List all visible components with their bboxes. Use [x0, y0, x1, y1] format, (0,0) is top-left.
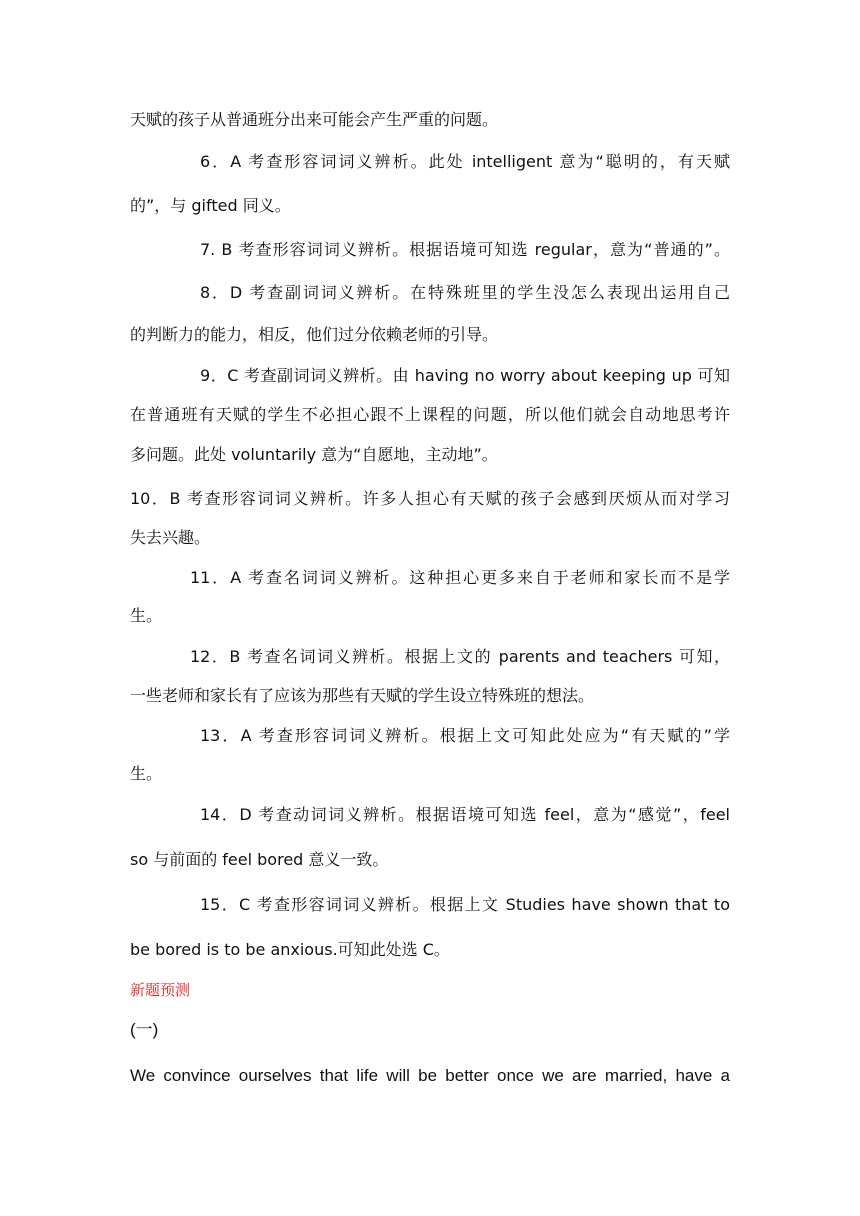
text-line: 生。: [130, 606, 163, 625]
answer-13-line: 13．A 考查形容词词义辨析。根据上文可知此处应为“有天赋的”学: [200, 726, 730, 745]
answer-10-line: 10．B 考查形容词词义辨析。许多人担心有天赋的孩子会感到厌烦从而对学习: [130, 489, 730, 508]
answer-9-line: 9．C 考查副词词义辨析。由 having no worry about keeping up 可知: [200, 366, 730, 385]
section-heading: 新题预测: [130, 981, 191, 999]
answer-6-line: 6．A 考查形容词词义辨析。此处 intelligent 意为“聪明的，有天赋: [200, 152, 730, 171]
answer-11-line: 11．A 考查名词词义辨析。这种担心更多来自于老师和家长而不是学: [190, 568, 730, 587]
answer-15-line: 15．C 考查形容词词义辨析。根据上文 Studies have shown that to: [200, 895, 730, 914]
answer-8-line: 8．D 考查副词词义辨析。在特殊班里的学生没怎么表现出运用自己: [200, 283, 730, 302]
answer-14-line: 14．D 考查动词词义辨析。根据语境可知选 feel，意为“感觉”，feel: [200, 805, 730, 824]
text-line: so 与前面的 feel bored 意义一致。: [130, 850, 389, 869]
text-line: 失去兴趣。: [130, 528, 211, 547]
subsection-number: (一): [130, 1020, 159, 1039]
answer-7-line: 7. B 考查形容词词义辨析。根据语境可知选 regular，意为“普通的”。: [200, 240, 730, 259]
text-line: 一些老师和家长有了应该为那些有天赋的学生设立特殊班的想法。: [130, 686, 595, 705]
text-line: 多问题。此处 voluntarily 意为“自愿地，主动地”。: [130, 445, 498, 464]
text-line: 生。: [130, 764, 163, 783]
text-line: 的判断力的能力，相反，他们过分依赖老师的引导。: [130, 325, 499, 344]
answer-12-line: 12．B 考查名词词义辨析。根据上文的 parents and teachers 可知，: [190, 647, 730, 666]
text-line: 的”，与 gifted 同义。: [130, 196, 291, 215]
text-line: 在普通班有天赋的学生不必担心跟不上课程的问题，所以他们就会自动地思考许: [130, 405, 730, 424]
text-line: be bored is to be anxious.可知此处选 C。: [130, 940, 450, 959]
text-line: 天赋的孩子从普通班分出来可能会产生严重的问题。: [130, 110, 499, 129]
passage-line: We convince ourselves that life will be better once we are married, have a: [130, 1066, 730, 1085]
